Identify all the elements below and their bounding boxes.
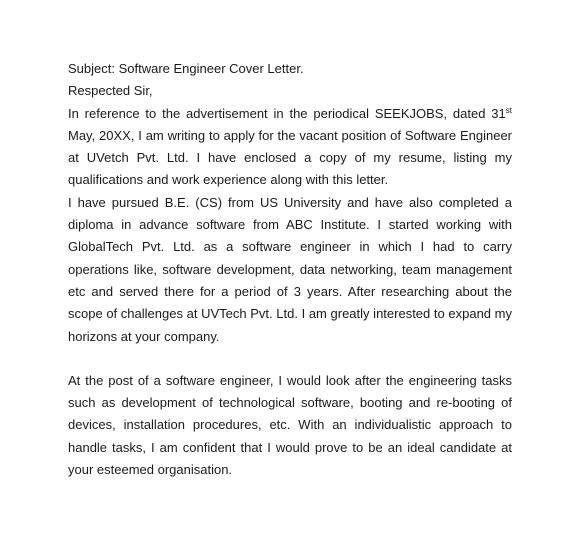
- paragraph-qualifications: I have pursued B.E. (CS) from US University and have also completed a diploma in advance software from ABC Institute. I started working with GlobalTech Pvt. Ltd. as a software engineer in which I had to carry operations like, software development, data networking, team management etc and served there for a period of 3 years. After researching about the scope of challenges at UVTech Pvt. Ltd. I am greatly interested to expand my horizons at your company.: [68, 194, 512, 344]
- paragraph-responsibilities: At the post of a software engineer, I would look after the engineering tasks such as development of technological software, booting and re-booting of devices, installation procedures, etc. With an individualistic approach to handle tasks, I am confident that I would prove to be an ideal candidate at your esteemed organisation.: [68, 372, 512, 478]
- ordinal-suffix: st: [505, 105, 512, 115]
- cover-letter-body: [68, 58, 512, 481]
- subject-line: Subject: Software Engineer Cover Letter.: [68, 61, 304, 76]
- salutation: Respected Sir,: [68, 83, 153, 99]
- paragraph-spacer: [68, 348, 512, 370]
- paragraph-introduction-text-end: May, 20XX, I am writing to apply for the vacant position of Software Engineer at UVetch Pvt. Ltd. I have enclosed a copy of my resume, listing my qualifications and work experience along with this letter.: [68, 127, 512, 188]
- paragraph-introduction: [68, 103, 512, 192]
- paragraph-introduction-text-start: In reference to the advertisement in the periodical SEEKJOBS, dated 31: [68, 105, 506, 121]
